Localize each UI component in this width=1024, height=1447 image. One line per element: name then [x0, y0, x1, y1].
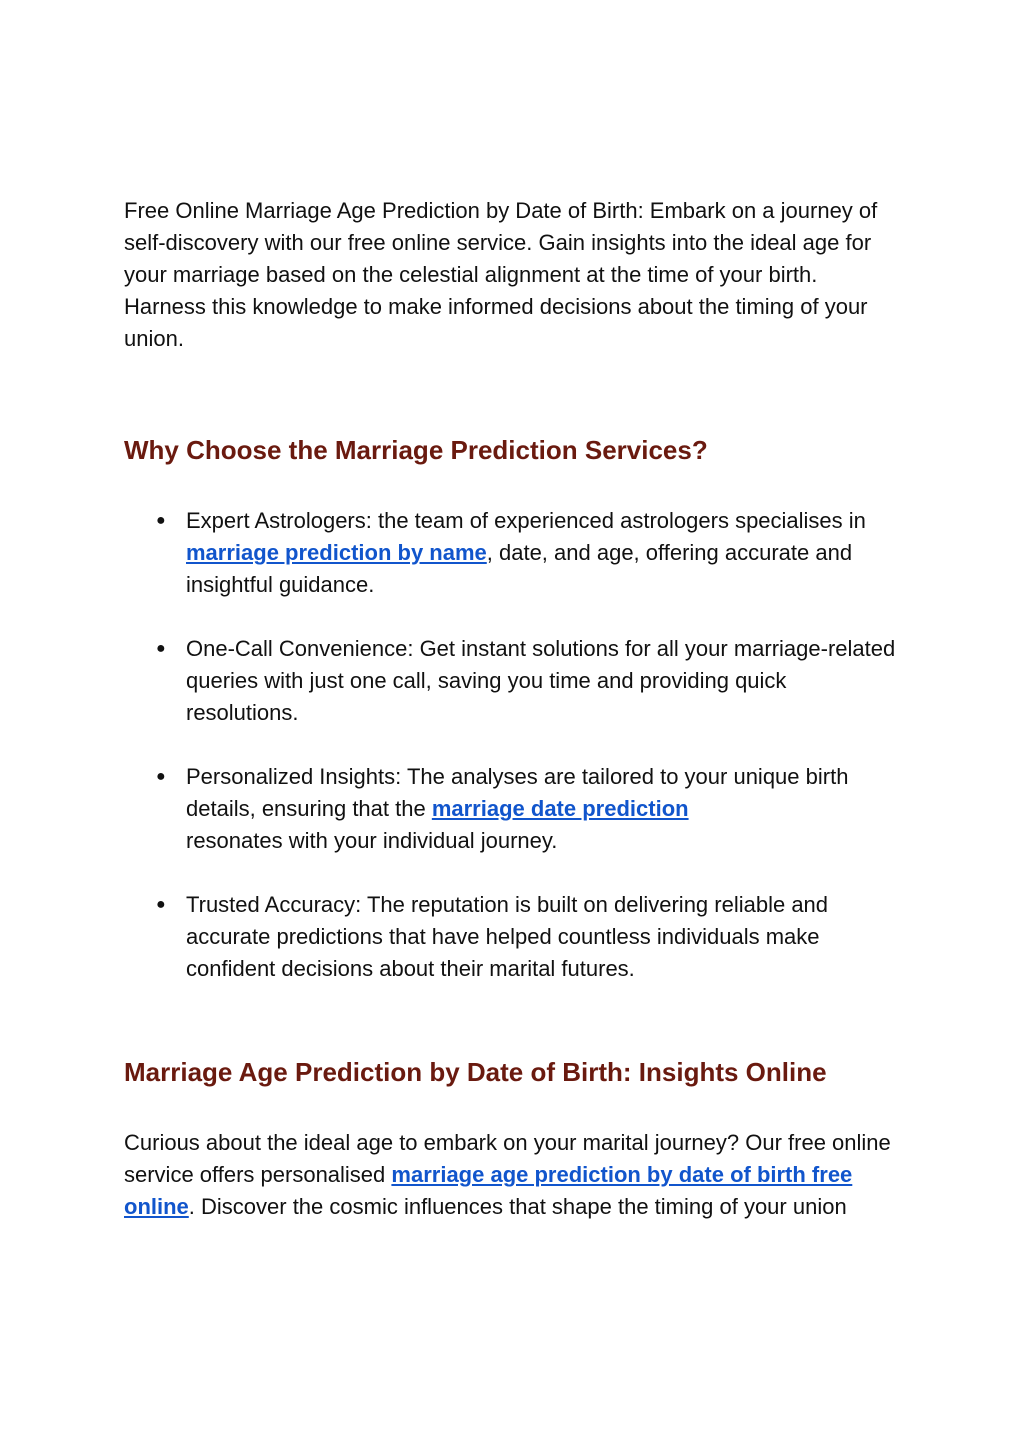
list-item-text: Expert Astrologers: the team of experienced astrologers specialises in — [186, 508, 866, 533]
bullet-icon: ● — [156, 896, 166, 913]
document-page — [124, 195, 904, 1223]
insights-paragraph — [124, 1127, 904, 1223]
paragraph-text: Curious about the ideal age to embark on your marital journey? Our free online service offers personalised — [124, 1130, 891, 1187]
paragraph-text: . Discover the cosmic influences that shape the timing of your union — [188, 1194, 847, 1219]
section-heading-insights-online: Marriage Age Prediction by Date of Birth: Insights Online — [124, 1057, 827, 1087]
marriage-prediction-by-name-link[interactable]: marriage prediction by name — [186, 540, 487, 565]
list-item — [124, 889, 904, 985]
intro-paragraph: Free Online Marriage Age Prediction by Date of Birth: Embark on a journey of self-discovery with our free online service. Gain insights into the ideal age for your marriage based on the celestial alignment at the time of your birth. Harness this knowledge to make informed decisions about the timing of your union. — [124, 198, 878, 351]
marriage-date-prediction-link[interactable]: marriage date prediction — [431, 796, 689, 821]
list-item — [124, 505, 904, 601]
list-item — [124, 761, 904, 857]
marriage-age-prediction-link[interactable]: marriage age prediction by date of birth free online — [124, 1162, 853, 1219]
benefits-list — [124, 505, 904, 985]
bullet-icon: ● — [156, 768, 166, 785]
section-heading-why-choose: Why Choose the Marriage Prediction Services? — [124, 435, 708, 465]
list-item — [124, 633, 904, 729]
list-item-text: , date, and age, offering accurate and insightful guidance. — [186, 540, 853, 597]
list-item-text: Trusted Accuracy: The reputation is built on delivering reliable and accurate predictions that have helped countless individuals make confident decisions about their marital futures. — [186, 892, 829, 981]
bullet-icon: ● — [156, 640, 166, 657]
bullet-icon: ● — [156, 512, 166, 529]
list-item-text: resonates with your individual journey. — [186, 828, 558, 853]
list-item-text: Personalized Insights: The analyses are tailored to your unique birth details, ensuring that the — [186, 764, 849, 821]
list-item-text: One-Call Convenience: Get instant solutions for all your marriage-related queries with just one call, saving you time and providing quick resolutions. — [186, 636, 896, 725]
